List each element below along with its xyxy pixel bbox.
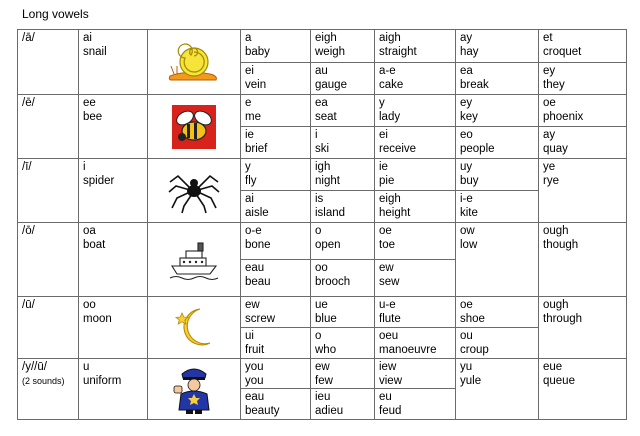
main-word: moon [83,313,112,325]
spelling-cell [539,159,627,223]
main-spelling: i [83,161,86,173]
example-word: me [245,111,261,123]
example-word: gauge [315,79,347,91]
spelling-cell [375,191,456,223]
example-word: hay [460,46,479,58]
spelling-cell [456,159,539,191]
example-word: view [379,375,403,387]
spelling: o [315,330,322,342]
spelling: oo [315,262,328,274]
spelling: e [245,97,252,109]
example-word: beau [245,276,271,288]
spelling-cell [456,95,539,127]
sound-cell [18,159,79,223]
main-word: spider [83,175,115,187]
main-spelling: ee [83,97,96,109]
main-spelling: oo [83,299,96,311]
example-word: kite [460,207,478,219]
spelling: et [543,32,553,44]
spelling: you [245,361,264,373]
main-spelling-cell [79,30,148,95]
example-word: blue [315,313,337,325]
sound-symbol: /ē/ [22,97,35,109]
spelling-cell [375,297,456,328]
example-word: pie [379,175,395,187]
example-word: aisle [245,207,269,219]
spelling: y [245,161,251,173]
sound-cell [18,95,79,159]
example-word: you [245,375,264,387]
spelling: eigh [315,32,337,44]
main-word: bee [83,111,103,123]
spelling: eue [543,361,563,373]
spelling-cell [241,260,311,297]
spelling: ie [379,161,388,173]
example-word: adieu [315,405,344,417]
spelling: ea [315,97,328,109]
spelling: is [315,193,324,205]
spelling-cell [539,359,627,420]
spelling-cell [311,359,375,389]
example-word: flute [379,313,401,325]
example-word: phoenix [543,111,584,123]
spelling: ue [315,299,328,311]
snail-icon [166,40,222,84]
spelling-cell [456,30,539,63]
example-word: seat [315,111,337,123]
example-word: feud [379,405,402,417]
spelling: i [315,129,318,141]
sound-symbol: /ū/ [22,299,35,311]
example-word: straight [379,46,417,58]
picture-cell [148,30,241,95]
sound-symbol: /ā/ [22,32,35,44]
spelling-cell [241,191,311,223]
example-word: through [543,313,583,325]
main-spelling-cell [79,223,148,297]
spelling: oeu [379,330,399,342]
spelling-cell [311,127,375,159]
spelling-cell [241,30,311,63]
spelling-cell [375,30,456,63]
example-word: yule [460,375,482,387]
spelling-cell [241,159,311,191]
spelling: eo [460,129,473,141]
page-title: Long vowels [22,7,89,21]
example-word: night [315,175,340,187]
spelling: eu [379,391,392,403]
spelling-cell [311,191,375,223]
picture-cell [148,359,241,420]
spelling-cell [311,95,375,127]
spelling: ough [543,299,569,311]
sound-cell [18,359,79,420]
example-word: key [460,111,478,123]
example-word: queue [543,375,575,387]
spelling: y [379,97,385,109]
spelling-cell [311,159,375,191]
example-word: shoe [460,313,485,325]
spelling-cell [539,30,627,63]
spelling: ay [543,129,556,141]
picture-cell [148,159,241,223]
spelling-cell [539,95,627,127]
example-word: screw [245,313,276,325]
spelling-cell [241,389,311,420]
sound-cell [18,223,79,297]
main-spelling: u [83,361,90,373]
example-word: break [460,79,489,91]
spelling-cell [456,63,539,95]
example-word: fly [245,175,257,187]
spelling: a [245,32,252,44]
spelling-cell [539,297,627,359]
spelling: ea [460,65,473,77]
spelling: iew [379,361,397,373]
main-spelling-cell [79,159,148,223]
spelling: ui [245,330,254,342]
sound-symbol: /ī/ [22,161,32,173]
example-word: sew [379,276,400,288]
spelling: aigh [379,32,401,44]
main-word: uniform [83,375,122,387]
spelling: ey [460,97,473,109]
spelling: ew [245,299,260,311]
spelling-cell [375,260,456,297]
spelling-cell [241,127,311,159]
spelling: ei [245,65,254,77]
spelling-cell [311,63,375,95]
spelling-cell [375,127,456,159]
example-word: lady [379,111,401,123]
spelling: o-e [245,225,262,237]
spelling-cell [375,359,456,389]
spelling-cell [241,95,311,127]
example-word: baby [245,46,270,58]
spelling: ieu [315,391,331,403]
example-word: croup [460,344,489,356]
spelling: oe [460,299,473,311]
picture-cell [148,95,241,159]
spelling-cell [456,191,539,223]
spelling: ew [315,361,330,373]
spelling: au [315,65,328,77]
example-word: people [460,143,495,155]
spelling: eau [245,262,265,274]
spider-icon [168,168,220,214]
example-word: rye [543,175,559,187]
example-word: brief [245,143,268,155]
example-word: height [379,207,411,219]
picture-cell [148,297,241,359]
example-word: cake [379,79,404,91]
spelling: oe [543,97,556,109]
spelling-cell [456,328,539,359]
example-word: island [315,207,346,219]
spelling-cell [539,223,627,297]
example-word: toe [379,239,395,251]
example-word: weigh [315,46,346,58]
sound-symbol: /y//ū/ [22,361,47,373]
spelling-cell [375,159,456,191]
picture-cell [148,223,241,297]
spelling-cell [456,223,539,297]
spelling-cell [375,223,456,260]
example-word: open [315,239,341,251]
spelling: ou [460,330,473,342]
main-spelling-cell [79,297,148,359]
spelling: ie [245,129,254,141]
example-word: croquet [543,46,582,58]
spelling: eigh [379,193,401,205]
spelling: ai [245,193,254,205]
spelling-cell [311,223,375,260]
spelling: ough [543,225,569,237]
spelling-cell [241,359,311,389]
main-spelling: oa [83,225,96,237]
example-word: few [315,375,333,387]
policeman-icon [172,364,216,414]
spelling-cell [375,95,456,127]
spelling-cell [539,63,627,95]
spelling: ye [543,161,556,173]
spelling-cell [456,359,539,420]
spelling: o [315,225,322,237]
example-word: bone [245,239,271,251]
sound-note: (2 sounds) [22,376,65,386]
sound-cell [18,30,79,95]
long-vowels-table [17,29,627,420]
spelling: ay [460,32,473,44]
example-word: beauty [245,405,280,417]
spelling-cell [241,297,311,328]
spelling-cell [311,30,375,63]
spelling: uy [460,161,473,173]
moon-icon [172,305,216,351]
spelling: yu [460,361,473,373]
spelling-cell [311,297,375,328]
spelling-cell [241,328,311,359]
spelling: eau [245,391,265,403]
spelling: ei [379,129,388,141]
main-word: boat [83,239,106,251]
example-word: ski [315,143,330,155]
main-spelling-cell [79,359,148,420]
spelling-cell [311,260,375,297]
example-word: buy [460,175,479,187]
spelling: igh [315,161,331,173]
example-word: manoeuvre [379,344,437,356]
spelling-cell [241,223,311,260]
sound-symbol: /ō/ [22,225,35,237]
spelling-cell [539,127,627,159]
spelling-cell [456,127,539,159]
example-word: low [460,239,478,251]
example-word: brooch [315,276,351,288]
spelling-cell [311,389,375,420]
spelling-cell [241,63,311,95]
example-word: they [543,79,565,91]
spelling: ew [379,262,394,274]
spelling-cell [375,328,456,359]
sound-cell [18,297,79,359]
example-word: who [315,344,337,356]
spelling-cell [311,328,375,359]
spelling-cell [375,63,456,95]
spelling: u-e [379,299,396,311]
example-word: though [543,239,579,251]
boat-icon [168,238,220,282]
main-word: snail [83,46,107,58]
example-word: fruit [245,344,265,356]
spelling: a-e [379,65,396,77]
spelling: ey [543,65,556,77]
example-word: vein [245,79,267,91]
example-word: quay [543,143,568,155]
spelling: i-e [460,193,473,205]
spelling-cell [375,389,456,420]
main-spelling: ai [83,32,92,44]
spelling: oe [379,225,392,237]
main-spelling-cell [79,95,148,159]
example-word: receive [379,143,417,155]
spelling-cell [456,297,539,328]
spelling: ow [460,225,475,237]
bee-icon [171,104,217,150]
